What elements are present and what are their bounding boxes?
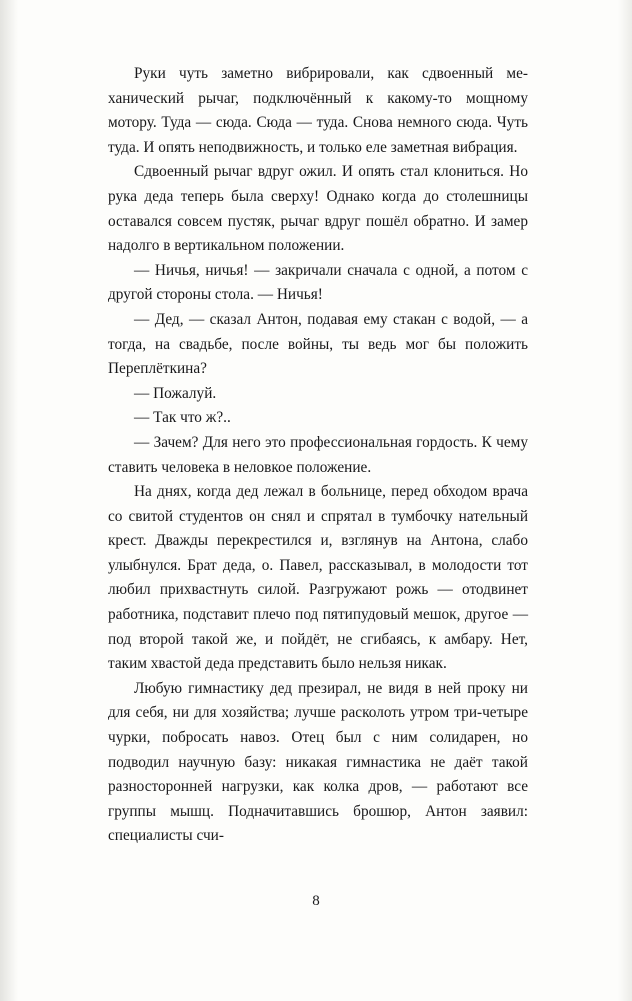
page-text-body	[108, 62, 528, 849]
page-number: 8	[312, 893, 320, 909]
paragraph: На днях, когда дед лежал в больнице, перед обходом врача со свитой студентов он снял и спрятал в тумбочку нательный крест. Дважды перекрестился и, взглянув на Антона, слабо улыбнулся. Брат деда, о. Павел, рассказывал, в молодости тот любил прихвастнуть силой. Разгружают рожь — отодвинет работника, подставит плечо под пятипудовый мешок, другое — под второй такой же, и пойдёт, не сгибаясь, к амбару. Нет, таким хвастой деда представить было нельзя никак.	[108, 483, 528, 673]
paragraph: Руки чуть заметно вибрировали, как сдвоенный механический рычаг, подключённый к какому-то мощному мотору. Туда — сюда. Сюда — туда. Снова немного сюда. Чуть туда. И опять неподвижность, и только еле заметная вибрация.	[108, 65, 528, 156]
paragraph: Сдвоенный рычаг вдруг ожил. И опять стал клониться. Но рука деда теперь была сверху! Однако когда до столешницы оставался совсем пустяк, рычаг вдруг пошёл обратно. И замер надолго в вертикальном положении.	[108, 163, 528, 255]
paragraph: — Пожалуй.	[134, 384, 217, 402]
paragraph: Любую гимнастику дед презирал, не видя в ней проку ни для себя, ни для хозяйства; лучше расколоть утром три-четыре чурки, побросать навоз. Отец был с ним солидарен, но подводил научную базу: никакая гимнастика не даёт такой разносторонней нагрузки, как колка дров, — работают все группы мышц. Подначитавшись брошюр, Антон заявил: специалисты счи-	[108, 679, 528, 845]
paragraph: — Зачем? Для него это профессиональная гордость. К чему ставить человека в неловкое положение.	[108, 433, 528, 476]
paragraph: — Так что ж?..	[134, 409, 231, 427]
paragraph: — Дед, — сказал Антон, подавая ему стакан с водой, — а тогда, на свадьбе, после войны, ты ведь мог бы положить Переплёткина?	[108, 310, 528, 378]
paragraph: — Ничья, ничья! — закричали сначала с одной, а потом с другой стороны стола. — Ничья!	[108, 261, 528, 304]
